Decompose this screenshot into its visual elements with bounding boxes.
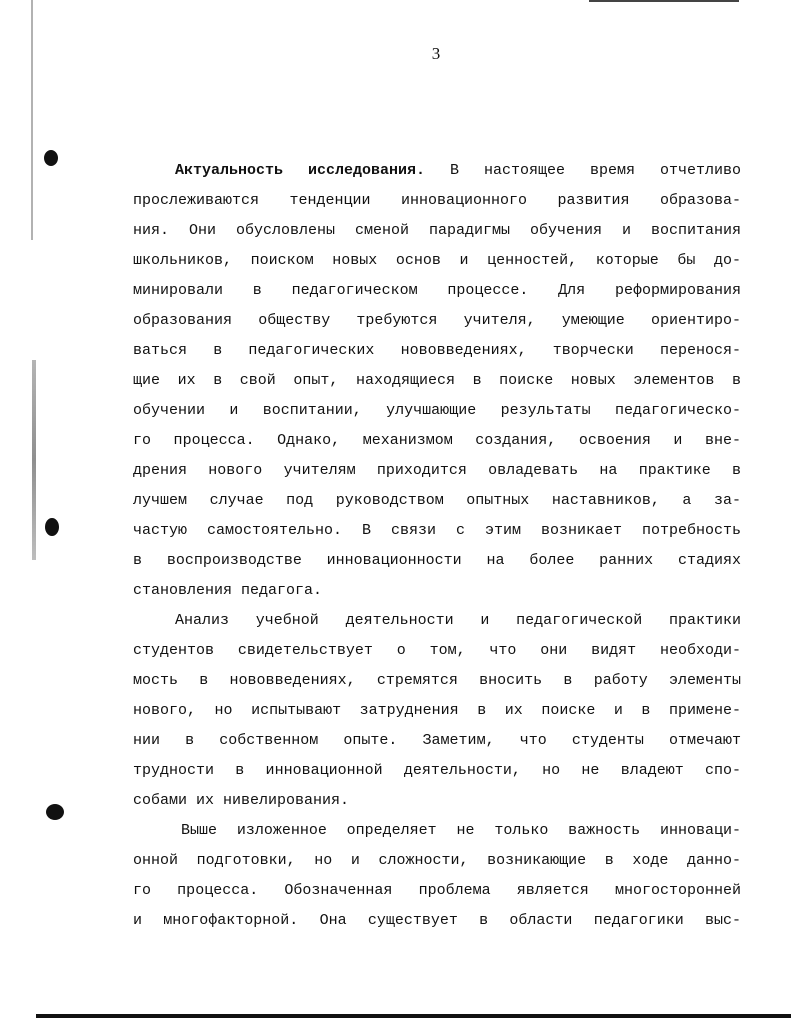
paragraph-1-line: дрения нового учителям приходится овладевать на практике в — [133, 462, 741, 479]
scan-left-edge-shadow — [32, 360, 36, 560]
paragraph-2-line: нового, но испытывают затруднения в их поиске и в примене- — [133, 702, 741, 719]
paragraph-2-line: мость в нововведениях, стремятся вносить в работу элементы — [133, 672, 741, 689]
paragraph-1-line: минировали в педагогическом процессе. Для реформирования — [133, 282, 741, 299]
paragraph-3-line: онной подготовки, но и сложности, возникающие в ходе данно- — [133, 852, 741, 869]
paragraph-1-line: лучшем случае под руководством опытных наставников, а за- — [133, 492, 741, 509]
paragraph-1-line-1-text: В настоящее время отчетливо — [425, 162, 741, 179]
binding-hole-mark — [45, 518, 59, 536]
paragraph-1-line: образования обществу требуются учителя, умеющие ориентиро- — [133, 312, 741, 329]
paragraph-1-line: ния. Они обусловлены сменой парадигмы обучения и воспитания — [133, 222, 741, 239]
paragraph-1-line: щие их в свой опыт, находящиеся в поиске новых элементов в — [133, 372, 741, 389]
paragraph-1-line: обучении и воспитании, улучшающие результаты педагогическо- — [133, 402, 741, 419]
paragraph-2-line: студентов свидетельствует о том, что они видят необходи- — [133, 642, 741, 659]
paragraph-2-line: трудности в инновационной деятельности, но не владеют спо- — [133, 762, 741, 779]
paragraph-1-line: в воспроизводстве инновационности на более ранних стадиях — [133, 552, 741, 569]
paragraph-2-line: собами их нивелирования. — [133, 792, 350, 809]
paragraph-1-line: становления педагога. — [133, 582, 323, 599]
scan-left-edge-line — [31, 0, 33, 240]
paragraph-1-line: прослеживаются тенденции инновационного развития образова- — [133, 192, 741, 209]
paragraph-3-line: Выше изложенное определяет не только важность инноваци- — [181, 822, 741, 839]
scan-bottom-edge-line — [36, 1014, 791, 1018]
paragraph-1-line: ваться в педагогических нововведениях, творчески перенося- — [133, 342, 741, 359]
body-text — [133, 156, 741, 936]
paragraph-1-line: частую самостоятельно. В связи с этим возникает потребность — [133, 522, 741, 539]
paragraph-2-line: нии в собственном опыте. Заметим, что студенты отмечают — [133, 732, 741, 749]
paragraph-3-line: и многофакторной. Она существует в области педагогики выс- — [133, 912, 741, 929]
binding-hole-mark — [44, 150, 58, 166]
paragraph-1-line: школьников, поиском новых основ и ценностей, которые бы до- — [133, 252, 741, 269]
paragraph-2-line: Анализ учебной деятельности и педагогической практики — [175, 612, 741, 629]
paragraph-3-line: го процесса. Обозначенная проблема является многосторонней — [133, 882, 741, 899]
scan-top-edge-line — [589, 0, 739, 2]
binding-hole-mark — [46, 804, 64, 820]
lead-heading-bold: Актуальность исследования. — [175, 162, 426, 179]
page-number: 3 — [431, 44, 441, 63]
paragraph-1-line: го процесса. Однако, механизмом создания, освоения и вне- — [133, 432, 741, 449]
paragraph-1-line-1 — [133, 156, 741, 186]
